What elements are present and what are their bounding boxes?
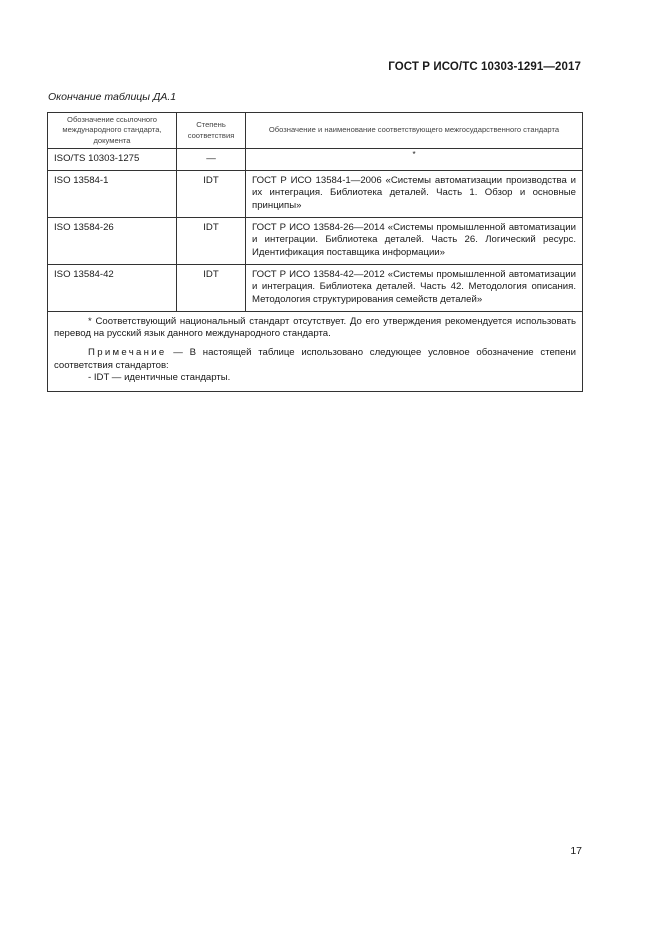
ref-cell: ISO 13584-26 xyxy=(48,217,177,264)
standard-cell: ГОСТ Р ИСО 13584-1—2006 «Системы автоматизации производства и их интеграция. Библиотека деталей. Часть 1. Обзор и основные принципы» xyxy=(246,170,583,217)
note-item: - IDT — идентичные стандарты. xyxy=(88,372,231,384)
ref-cell: ISO/TS 10303-1275 xyxy=(48,149,177,171)
table-row xyxy=(48,217,583,264)
degree-cell: IDT xyxy=(177,217,246,264)
table-row xyxy=(48,170,583,217)
reference-table xyxy=(47,112,583,392)
table-row xyxy=(48,149,583,171)
degree-cell: IDT xyxy=(177,170,246,217)
table-header-row xyxy=(48,113,583,149)
table-caption: Окончание таблицы ДА.1 xyxy=(48,91,177,103)
note-label: Примечание xyxy=(88,346,167,358)
degree-cell: — xyxy=(177,149,246,171)
note-paragraph xyxy=(54,347,576,372)
standard-cell: ГОСТ Р ИСО 13584-26—2014 «Системы промышленной автоматизации и интеграции. Библиотека деталей. Часть 26. Логический ресурс. Идентификация поставщика информации» xyxy=(246,217,583,264)
table-row xyxy=(48,264,583,311)
column-header-ref: Обозначение ссылочного международного стандарта, документа xyxy=(48,113,177,149)
notes-cell xyxy=(48,311,583,391)
notes-row xyxy=(48,311,583,391)
column-header-degree: Степень соответствия xyxy=(177,113,246,149)
degree-cell: IDT xyxy=(177,264,246,311)
footnote: * Соответствующий национальный стандарт отсутствует. До его утверждения рекомендуется использовать перевод на русский язык данного международного стандарта. xyxy=(54,315,576,340)
standard-cell: * xyxy=(246,149,583,171)
page-number: 17 xyxy=(570,845,582,857)
standard-cell: ГОСТ Р ИСО 13584-42—2012 «Системы промышленной автоматизации и интеграция. Библиотека деталей. Часть 42. Методология описания. Методология структурирования семейств деталей» xyxy=(246,264,583,311)
note-text: — В настоящей таблице использовано следующее условное обозначение степени соответствия стандартов: xyxy=(54,346,576,371)
column-header-standard: Обозначение и наименование соответствующего межгосударственного стандарта xyxy=(246,113,583,149)
ref-cell: ISO 13584-1 xyxy=(48,170,177,217)
document-code: ГОСТ Р ИСО/ТС 10303-1291—2017 xyxy=(388,61,581,73)
ref-cell: ISO 13584-42 xyxy=(48,264,177,311)
